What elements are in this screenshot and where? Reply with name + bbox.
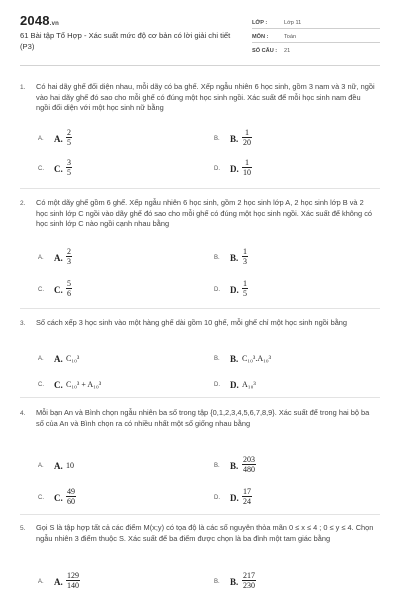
fraction: [66, 487, 76, 506]
option-expression: C₁₀³: [66, 354, 80, 363]
option-letter: B.: [214, 463, 220, 469]
option-label: D.: [230, 285, 239, 295]
option-label: A.: [54, 461, 63, 471]
question-text: Mỗi bạn An và Bình chọn ngẫu nhiên ba số trong tập {0,1,2,3,4,5,6,7,8,9}. Xác suất để trong hai bộ ba số của An và Bình chọn ra có nhiều nhất một số giống nhau bằng: [36, 408, 370, 428]
option-value: [66, 455, 74, 470]
question-divider: [20, 397, 380, 398]
fraction-denominator: 6: [67, 289, 71, 298]
option-label: B.: [230, 577, 239, 587]
fraction: [66, 158, 72, 177]
option-letter: A.: [38, 463, 44, 469]
option-value: [242, 348, 271, 363]
fraction: [242, 158, 252, 177]
fraction-numerator: 5: [67, 279, 71, 288]
fraction: [242, 247, 248, 266]
option-letter: C.: [38, 495, 44, 501]
question-divider: [20, 188, 380, 189]
fraction-denominator: 60: [67, 497, 75, 506]
fraction-numerator: 217: [243, 571, 255, 580]
option-letter: D.: [214, 495, 220, 501]
option-letter: B.: [214, 136, 220, 142]
question-divider: [20, 308, 380, 309]
question-text: Có hai dãy ghế đối diện nhau, mỗi dãy có ba ghế. Xếp ngẫu nhiên 6 học sinh, gồm 3 nam và 3 nữ, ngồi vào hai dãy ghế đó sao cho mỗi ghế có đúng một học sinh ngồi. Xác suất để mỗi học sinh nam đều ngồi đối diện với một học sinh nữ bằng: [36, 82, 375, 112]
question-number: 2.: [20, 200, 26, 207]
fraction-numerator: 2: [67, 247, 71, 256]
fraction-numerator: 1: [242, 128, 252, 138]
fraction: [242, 279, 248, 298]
fraction-denominator: 10: [243, 168, 251, 177]
fraction: [242, 455, 256, 474]
option-value: [242, 128, 252, 147]
option-letter: B.: [214, 356, 220, 362]
meta-divider: [252, 42, 380, 43]
option-label: C.: [54, 380, 63, 390]
meta-label: SỐ CÂU :: [252, 48, 278, 54]
fraction: [66, 128, 72, 147]
fraction-numerator: 1: [242, 158, 252, 168]
option-label: B.: [230, 461, 239, 471]
option-label: D.: [230, 380, 239, 390]
question-divider: [20, 514, 380, 515]
option-label: A.: [54, 354, 63, 364]
option-expression: 10: [66, 461, 74, 470]
option-letter: A.: [38, 255, 44, 261]
option-letter: B.: [214, 579, 220, 585]
option-letter: A.: [38, 356, 44, 362]
option-label: B.: [230, 354, 239, 364]
fraction-numerator: 17: [243, 487, 251, 496]
option-value: [242, 374, 256, 389]
fraction-denominator: 24: [243, 497, 251, 506]
fraction-denominator: 140: [67, 581, 79, 590]
option-letter: D.: [214, 287, 220, 293]
option-label: C.: [54, 285, 63, 295]
option-value: [66, 571, 80, 590]
option-label: D.: [230, 164, 239, 174]
option-value: [66, 247, 72, 266]
option-expression: C₁₀³.A₁₀³: [242, 354, 272, 363]
fraction-denominator: 5: [67, 168, 71, 177]
meta-label: MÔN :: [252, 34, 269, 40]
option-label: D.: [230, 493, 239, 503]
fraction-numerator: 1: [243, 279, 247, 288]
option-letter: C.: [38, 382, 44, 388]
header: [0, 0, 400, 70]
option-value: [242, 487, 252, 506]
header-divider: [20, 65, 380, 66]
logo-suffix: .vn: [49, 21, 60, 27]
question-text: Có một dãy ghế gồm 6 ghế. Xếp ngẫu nhiên 6 học sinh, gồm 2 học sinh lớp A, 2 học sinh lớp B và 2 học sinh lớp C ngồi vào dãy ghế đó sao cho mỗi ghế có đúng một học sinh ngồi. Xác suất để không có học sinh lớp C nào ngồi cạnh nhau bằng: [36, 198, 372, 228]
fraction-denominator: 3: [243, 257, 247, 266]
question-number: 4.: [20, 410, 26, 417]
fraction-denominator: 5: [67, 138, 71, 147]
option-value: [66, 128, 72, 147]
option-value: [242, 247, 248, 266]
meta-value: Lớp 11: [284, 20, 302, 26]
question-number: 3.: [20, 320, 26, 327]
fraction-denominator: 20: [243, 138, 251, 147]
fraction-numerator: 49: [67, 487, 75, 496]
fraction-numerator: 129: [67, 571, 79, 580]
option-label: B.: [230, 134, 239, 144]
question-number: 1.: [20, 84, 26, 91]
question-text: Số cách xếp 3 học sinh vào một hàng ghế dài gồm 10 ghế, mỗi ghế chỉ một học sinh ngồi bằng: [36, 318, 348, 327]
option-label: A.: [54, 134, 63, 144]
option-value: [66, 279, 72, 298]
question-text: Gọi S là tập hợp tất cả các điểm M(x;y) có tọa độ là các số nguyên thỏa mãn 0 ≤ x ≤ 4 ; 0 ≤ y ≤ 4. Chọn ngẫu nhiên 3 điểm thuộc S. Xác suất để ba điểm được chọn là ba đỉnh một tam giác bằng: [36, 523, 374, 543]
option-letter: D.: [214, 382, 220, 388]
option-letter: D.: [214, 166, 220, 172]
meta-value: 21: [284, 48, 291, 54]
fraction: [66, 247, 72, 266]
option-value: [66, 487, 76, 506]
fraction: [66, 571, 80, 590]
option-letter: A.: [38, 136, 44, 142]
option-value: [242, 279, 248, 298]
option-letter: B.: [214, 255, 220, 261]
option-label: C.: [54, 164, 63, 174]
fraction: [242, 487, 252, 506]
meta-label: LỚP :: [252, 20, 268, 26]
option-value: [242, 455, 256, 474]
fraction: [66, 279, 72, 298]
fraction-denominator: 5: [243, 289, 247, 298]
fraction-numerator: 2: [67, 128, 71, 137]
fraction-denominator: 480: [243, 465, 255, 474]
option-value: [66, 158, 72, 177]
meta-divider: [252, 28, 380, 29]
option-letter: A.: [38, 579, 44, 585]
fraction-numerator: 3: [67, 158, 71, 167]
option-expression: A₁₀³: [242, 380, 256, 389]
option-letter: C.: [38, 166, 44, 172]
document-title: 61 Bài tập Tổ Hợp - Xác suất mức độ cơ bản có lời giải chi tiết (P3): [20, 31, 231, 51]
question-number: 5.: [20, 525, 26, 532]
option-expression: C₁₀³ + A₁₀³: [66, 380, 102, 389]
option-value: [66, 348, 79, 363]
option-label: C.: [54, 493, 63, 503]
option-letter: C.: [38, 287, 44, 293]
option-label: A.: [54, 253, 63, 263]
fraction: [242, 571, 256, 590]
fraction-numerator: 1: [243, 247, 247, 256]
option-value: [242, 158, 252, 177]
fraction: [242, 128, 252, 147]
logo-main: 2048: [20, 13, 50, 28]
site-logo[interactable]: [20, 13, 59, 28]
option-value: [66, 374, 101, 389]
meta-value: Toán: [284, 34, 297, 40]
fraction-denominator: 230: [243, 581, 255, 590]
option-value: [242, 571, 256, 590]
option-label: A.: [54, 577, 63, 587]
fraction-numerator: 203: [243, 455, 255, 464]
fraction-denominator: 3: [67, 257, 71, 266]
option-label: B.: [230, 253, 239, 263]
